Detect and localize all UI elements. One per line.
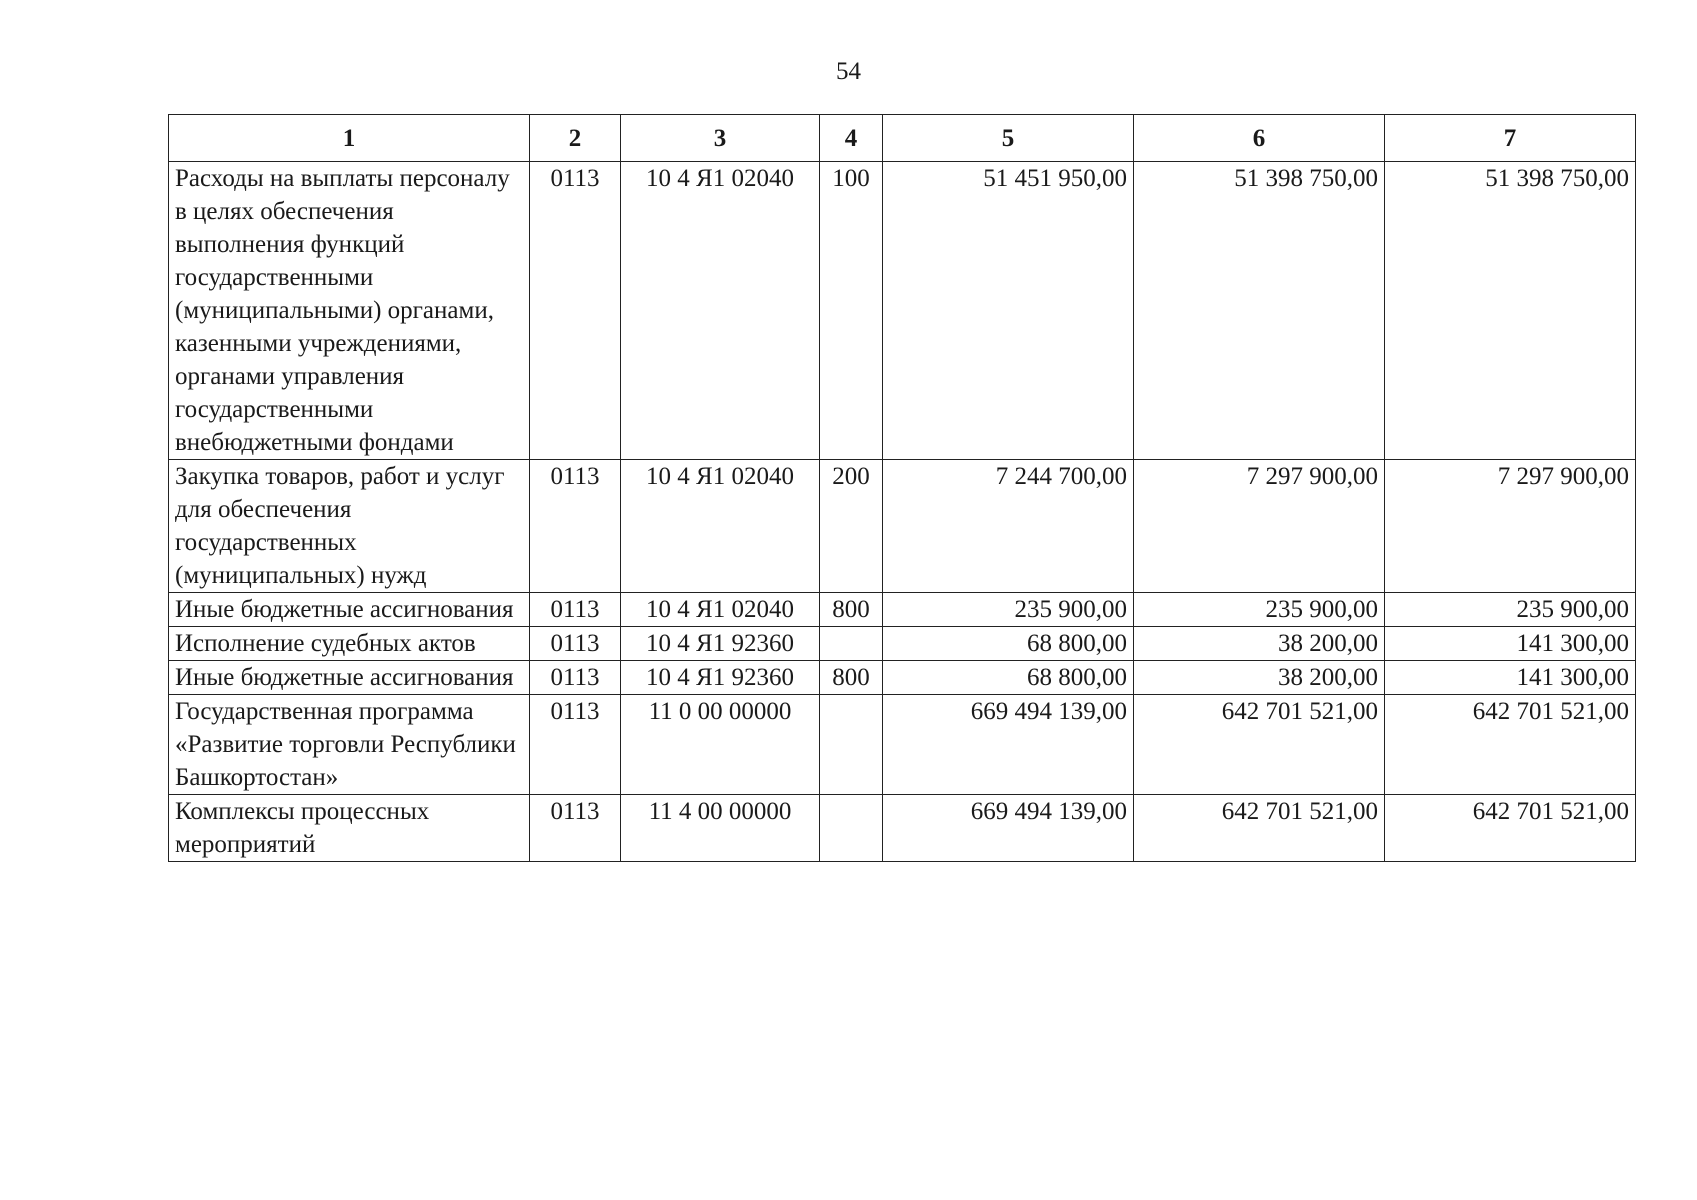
amount-col7-cell: 51 398 750,00 — [1385, 162, 1636, 460]
section-code-cell: 0113 — [530, 627, 621, 661]
expense-type-cell: 800 — [820, 593, 883, 627]
table-row — [169, 695, 1636, 795]
amount-col5-cell: 669 494 139,00 — [883, 695, 1134, 795]
section-code-cell: 0113 — [530, 460, 621, 593]
table-row — [169, 460, 1636, 593]
expense-name-cell: Комплексы процессных мероприятий — [169, 795, 530, 862]
table-row — [169, 593, 1636, 627]
column-header: 2 — [530, 115, 621, 162]
amount-col5-cell: 68 800,00 — [883, 627, 1134, 661]
table-row — [169, 661, 1636, 695]
section-code-cell: 0113 — [530, 162, 621, 460]
amount-col6-cell: 642 701 521,00 — [1134, 795, 1385, 862]
amount-col7-cell: 642 701 521,00 — [1385, 695, 1636, 795]
budget-table — [168, 114, 1636, 862]
amount-col7-cell: 235 900,00 — [1385, 593, 1636, 627]
expense-type-cell — [820, 695, 883, 795]
target-article-cell: 11 0 00 00000 — [621, 695, 820, 795]
amount-col6-cell: 51 398 750,00 — [1134, 162, 1385, 460]
amount-col5-cell: 51 451 950,00 — [883, 162, 1134, 460]
section-code-cell: 0113 — [530, 593, 621, 627]
column-header: 4 — [820, 115, 883, 162]
expense-type-cell: 800 — [820, 661, 883, 695]
page-number: 54 — [836, 58, 861, 85]
target-article-cell: 10 4 Я1 92360 — [621, 661, 820, 695]
expense-type-cell — [820, 627, 883, 661]
amount-col6-cell: 235 900,00 — [1134, 593, 1385, 627]
amount-col7-cell: 642 701 521,00 — [1385, 795, 1636, 862]
target-article-cell: 10 4 Я1 02040 — [621, 162, 820, 460]
expense-name-cell: Исполнение судебных актов — [169, 627, 530, 661]
amount-col5-cell: 235 900,00 — [883, 593, 1134, 627]
column-header: 5 — [883, 115, 1134, 162]
target-article-cell: 10 4 Я1 02040 — [621, 460, 820, 593]
expense-name-cell: Иные бюджетные ассигнования — [169, 661, 530, 695]
column-header: 6 — [1134, 115, 1385, 162]
amount-col7-cell: 141 300,00 — [1385, 627, 1636, 661]
section-code-cell: 0113 — [530, 795, 621, 862]
expense-name-cell: Иные бюджетные ассигнования — [169, 593, 530, 627]
amount-col6-cell: 642 701 521,00 — [1134, 695, 1385, 795]
amount-col6-cell: 7 297 900,00 — [1134, 460, 1385, 593]
amount-col5-cell: 68 800,00 — [883, 661, 1134, 695]
column-header: 1 — [169, 115, 530, 162]
table-row — [169, 162, 1636, 460]
column-header: 7 — [1385, 115, 1636, 162]
amount-col7-cell: 7 297 900,00 — [1385, 460, 1636, 593]
section-code-cell: 0113 — [530, 695, 621, 795]
column-header: 3 — [621, 115, 820, 162]
amount-col5-cell: 7 244 700,00 — [883, 460, 1134, 593]
expense-type-cell — [820, 795, 883, 862]
table-row — [169, 627, 1636, 661]
amount-col6-cell: 38 200,00 — [1134, 661, 1385, 695]
expense-name-cell: Расходы на выплаты персоналу в целях обеспечения выполнения функций государственными (муниципальными) органами, казенными учреждениями, органами управления государственными внебюджетными фондами — [169, 162, 530, 460]
table-row — [169, 795, 1636, 862]
expense-type-cell: 100 — [820, 162, 883, 460]
section-code-cell: 0113 — [530, 661, 621, 695]
amount-col6-cell: 38 200,00 — [1134, 627, 1385, 661]
expense-name-cell: Закупка товаров, работ и услуг для обеспечения государственных (муниципальных) нужд — [169, 460, 530, 593]
target-article-cell: 10 4 Я1 92360 — [621, 627, 820, 661]
amount-col7-cell: 141 300,00 — [1385, 661, 1636, 695]
amount-col5-cell: 669 494 139,00 — [883, 795, 1134, 862]
expense-type-cell: 200 — [820, 460, 883, 593]
target-article-cell: 11 4 00 00000 — [621, 795, 820, 862]
table-header-row — [169, 115, 1636, 162]
target-article-cell: 10 4 Я1 02040 — [621, 593, 820, 627]
expense-name-cell: Государственная программа «Развитие торговли Республики Башкортостан» — [169, 695, 530, 795]
